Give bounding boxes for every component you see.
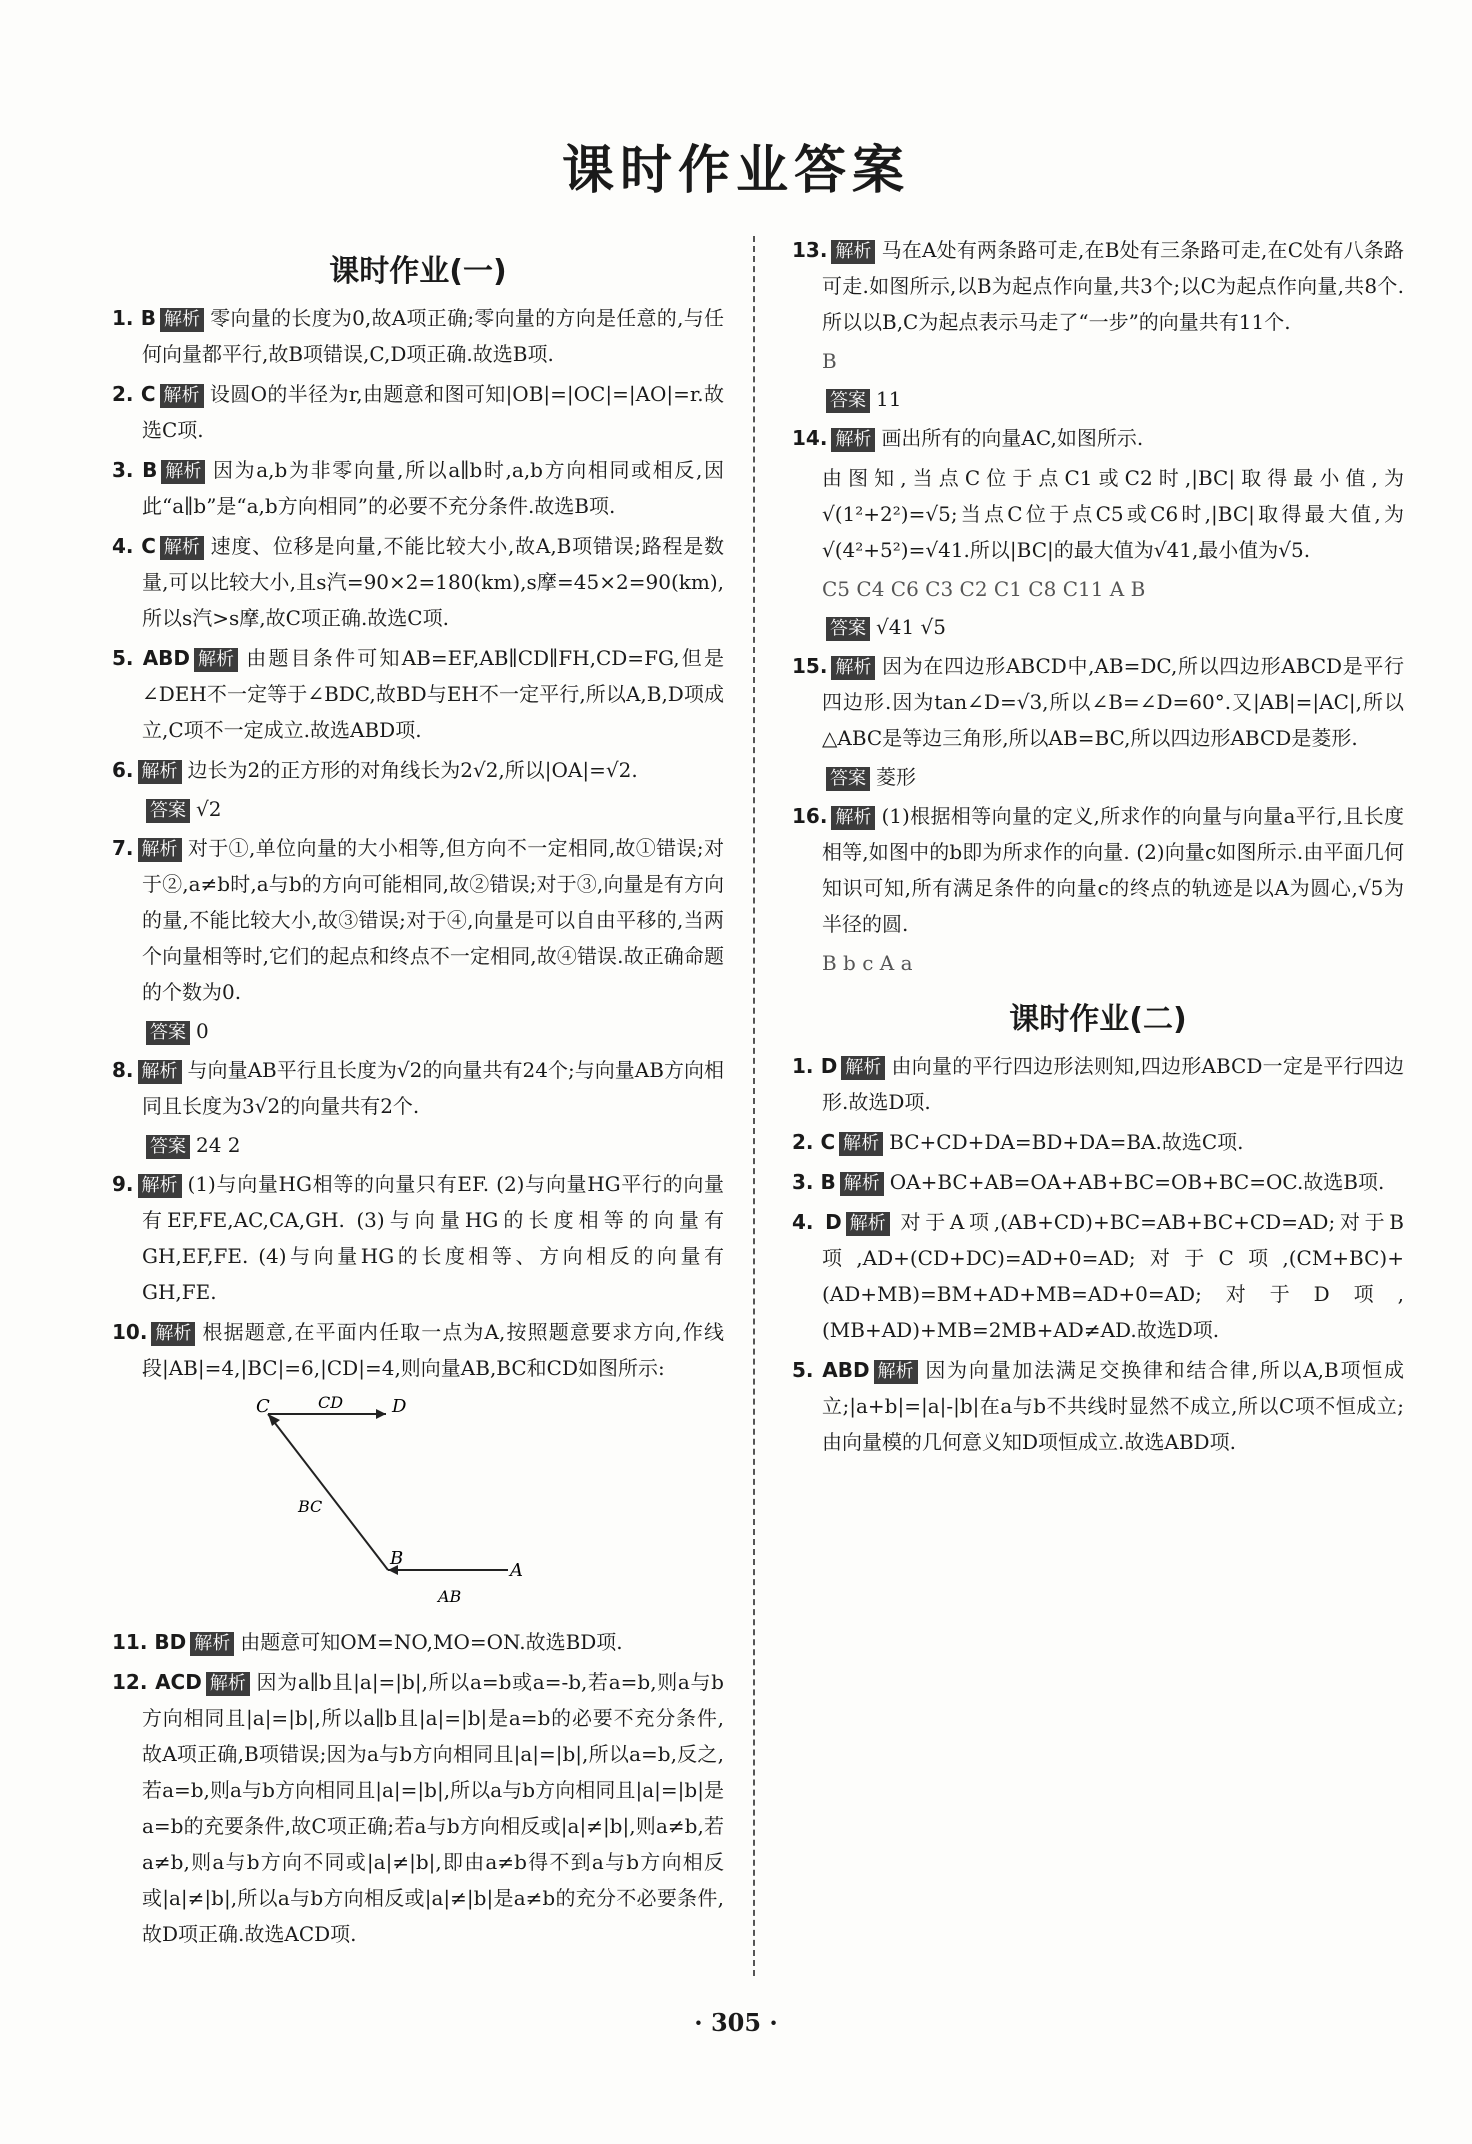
analysis-tag: 解析: [840, 1172, 884, 1196]
answer-tag: 答案: [826, 389, 870, 413]
analysis-tag: 解析: [161, 460, 205, 484]
item-text: BC+CD+DA=BD+DA=BA.故选C项.: [889, 1130, 1244, 1154]
item-text: 设圆O的半径为r,由题意和图可知|OB|=|OC|=|AO|=r.故选C项.: [142, 382, 724, 442]
item-number: 4. D: [792, 1210, 842, 1234]
answer-line: [142, 1128, 724, 1162]
item-text: (1)与向量HG相等的向量只有EF. (2)与向量HG平行的向量有EF,FE,AC,CA,GH. (3)与向量HG的长度相等的向量有GH,EF,FE. (4)与向量HG的长度相等、方向相反的向量有GH,FE.: [142, 1172, 724, 1304]
item-text: 因为向量加法满足交换律和结合律,所以A,B项恒成立;|a+b|=|a|-|b|在a与b不共线时显然不成立,所以C项不恒成立;由向量模的几何意义知D项恒成立.故选ABD项.: [822, 1358, 1404, 1454]
analysis-tag: 解析: [190, 1632, 234, 1656]
item-number: 2. C: [792, 1130, 836, 1154]
item-number: 16.: [792, 804, 828, 828]
item-number: 13.: [792, 238, 828, 262]
item-number: 8.: [112, 1058, 134, 1082]
item-number: 1. B: [112, 306, 156, 330]
analysis-tag: 解析: [831, 428, 875, 452]
analysis-tag: 解析: [160, 308, 204, 332]
item-text: 对于①,单位向量的大小相等,但方向不一定相同,故①错误;对于②,a≠b时,a与b的方向可能相同,故②错误;对于③,向量是有方向的量,不能比较大小,故③错误;对于④,向量是可以自由平移的,当两个向量相等时,它们的起点和终点不一定相同,故④错误.故正确命题的个数为0.: [142, 836, 724, 1004]
answer-value: √2: [196, 797, 222, 821]
right2-4: [792, 1352, 1404, 1460]
page-title: 课时作业答案: [561, 141, 910, 201]
right-2: [792, 648, 1404, 756]
item-number: 14.: [792, 426, 828, 450]
answer-tag: 答案: [146, 799, 190, 823]
left-3: [112, 528, 724, 636]
analysis-tag: 解析: [831, 656, 875, 680]
analysis-tag: 解析: [160, 536, 204, 560]
item-text: 由题目条件可知AB=EF,AB∥CD∥FH,CD=FG,但是∠DEH不一定等于∠BDC,故BD与EH不一定平行,所以A,B,D项成立,C项不一定成立.故选ABD项.: [142, 646, 724, 742]
right2-1: [792, 1124, 1404, 1160]
item-text: 因为在四边形ABCD中,AB=DC,所以四边形ABCD是平行四边形.因为tan∠D=√3,所以∠B=∠D=60°.又|AB|=|AC|,所以△ABC是等边三角形,所以AB=BC,所以四边形ABCD是菱形.: [822, 654, 1404, 750]
answer-value: √41 √5: [876, 615, 947, 639]
right-1: [792, 420, 1404, 456]
right-3: [792, 798, 1404, 942]
answer-value: 菱形: [876, 765, 916, 789]
left-7: [112, 1052, 724, 1124]
label-D: D: [392, 1396, 407, 1417]
answer-line: [822, 382, 1404, 416]
answer-value: 0: [196, 1019, 209, 1043]
left-1: [112, 376, 724, 448]
analysis-tag: 解析: [846, 1212, 890, 1236]
answer-line: [822, 610, 1404, 644]
analysis-tag: 解析: [831, 806, 875, 830]
analysis-tag: 解析: [874, 1360, 918, 1384]
item-text: 因为a∥b且|a|=|b|,所以a=b或a=-b,若a=b,则a与b方向相同且|a|=|b|,所以a∥b且|a|=|b|是a=b的必要不充分条件,故A项正确,B项错误;因为a与b方向相同且|a|=|b|,所以a=b,反之,若a=b,则a与b方向相同且|a|=|b|,所以a与b方向相同且|a|=|b|是a=b的充要条件,故C项正确;若a与b方向相反或|a|≠|b|,则a≠b,若a≠b,则a与b方向不同或|a|≠|b|,即由a≠b得不到a与b方向相反或|a|≠|b|,所以a与b方向相反或|a|≠|b|是a≠b的充分不必要条件,故D项正确.故选ACD项.: [142, 1670, 724, 1946]
item-text-cont: 由图知,当点C位于点C1或C2时,|BC|取得最小值,为√(1²+2²)=√5;当点C位于点C5或C6时,|BC|取得最大值,为√(4²+5²)=√41.所以|BC|的最大值为√41,最小值为√5.: [822, 466, 1404, 562]
answer-value: 11: [876, 387, 902, 411]
analysis-tag: 解析: [839, 1132, 883, 1156]
left2-0: [112, 1624, 724, 1660]
analysis-tag: 解析: [151, 1322, 195, 1346]
left-column: [112, 232, 724, 1956]
item-number: 1. D: [792, 1054, 838, 1078]
answer-line: [142, 1014, 724, 1048]
figure-10: [238, 1390, 598, 1620]
item-number: 5. ABD: [112, 646, 191, 670]
answer-line: [142, 792, 724, 826]
item-text: 由题意可知OM=NO,MO=ON.故选BD项.: [240, 1630, 623, 1654]
item-number: 2. C: [112, 382, 156, 406]
analysis-tag: 解析: [138, 1060, 182, 1084]
item-text: 马在A处有两条路可走,在B处有三条路可走,在C处有八条路可走.如图所示,以B为起点作向量,共3个;以C为起点作向量,共8个.所以以B,C为起点表示马走了“一步”的向量共有11个.: [822, 238, 1404, 334]
item-number: 3. B: [112, 458, 158, 482]
item-text: 根据题意,在平面内任取一点为A,按照题意要求方向,作线段|AB|=4,|BC|=6,|CD|=4,则向量AB,BC和CD如图所示:: [142, 1320, 724, 1380]
right2-0: [792, 1048, 1404, 1120]
section-heading-1: 课时作业(一): [329, 254, 507, 289]
analysis-tag: 解析: [841, 1056, 885, 1080]
left-9: [112, 1314, 724, 1386]
label-C: C: [256, 1396, 270, 1417]
analysis-tag: 解析: [160, 384, 204, 408]
item-text: 零向量的长度为0,故A项正确;零向量的方向是任意的,与任何向量都平行,故B项错误,C,D项正确.故选B项.: [142, 306, 724, 366]
label-B: B: [390, 1548, 404, 1569]
left-2: [112, 452, 724, 524]
right-column: [792, 232, 1404, 1464]
figure-labels: B b c A a: [822, 951, 913, 975]
answer-tag: 答案: [146, 1021, 190, 1045]
item-text: 对于A项,(AB+CD)+BC=AB+BC+CD=AD;对于B项,AD+(CD+DC)=AD+0=AD;对于C项,(CM+BC)+(AD+MB)=BM+AD+MB=AD+0=AD;对于D项,(MB+AD)+MB=2MB+AD≠AD.故选D项.: [822, 1210, 1405, 1342]
item-text: 速度、位移是向量,不能比较大小,故A,B项错误;路程是数量,可以比较大小,且s汽=90×2=180(km),s摩=45×2=90(km),所以s汽>s摩,故C项正确.故选C项.: [142, 534, 725, 630]
analysis-tag: 解析: [206, 1672, 250, 1696]
item-text: 与向量AB平行且长度为√2的向量共有24个;与向量AB方向相同且长度为3√2的向量共有2个.: [142, 1058, 724, 1118]
answer-line: [822, 760, 1404, 794]
item-text: 由向量的平行四边形法则知,四边形ABCD一定是平行四边形.故选D项.: [822, 1054, 1404, 1114]
item-number: 12. ACD: [112, 1670, 202, 1694]
answer-tag: 答案: [146, 1135, 190, 1159]
label-A: A: [510, 1560, 523, 1581]
analysis-tag: 解析: [831, 240, 875, 264]
page-number: · 305 ·: [694, 2008, 778, 2037]
answer-tag: 答案: [826, 767, 870, 791]
item-text: 因为a,b为非零向量,所以a∥b时,a,b方向相同或相反,因此“a∥b”是“a,b方向相同”的必要不充分条件.故选B项.: [142, 458, 724, 518]
answer-tag: 答案: [826, 617, 870, 641]
item-number: 10.: [112, 1320, 148, 1344]
item-text: 画出所有的向量AC,如图所示.: [881, 426, 1144, 450]
left2-1: [112, 1664, 724, 1952]
analysis-tag: 解析: [194, 648, 238, 672]
right2-3: [792, 1204, 1404, 1348]
item-number: 3. B: [792, 1170, 836, 1194]
item-number: 5. ABD: [792, 1358, 870, 1382]
section-heading-2: 课时作业(二): [1009, 1002, 1187, 1037]
item-number: 9.: [112, 1172, 134, 1196]
item-text: OA+BC+AB=OA+AB+BC=OB+BC=OC.故选B项.: [889, 1170, 1385, 1194]
left-8: [112, 1166, 724, 1310]
left-5: [112, 752, 724, 788]
label-AB: AB: [438, 1587, 462, 1606]
item-number: 15.: [792, 654, 828, 678]
figure-labels: B: [822, 349, 837, 373]
item-text: (1)根据相等向量的定义,所求作的向量与向量a平行,且长度相等,如图中的b即为所求作的向量. (2)向量c如图所示.由平面几何知识可知,所有满足条件的向量c的终点的轨迹是以A为圆心,√5为半径的圆.: [822, 804, 1404, 936]
item-number: 11. BD: [112, 1630, 187, 1654]
label-CD: CD: [318, 1393, 344, 1412]
left-0: [112, 300, 724, 372]
analysis-tag: 解析: [138, 1174, 182, 1198]
left-6: [112, 830, 724, 1010]
analysis-tag: 解析: [138, 760, 182, 784]
right2-2: [792, 1164, 1404, 1200]
left-4: [112, 640, 724, 748]
item-number: 4. C: [112, 534, 156, 558]
column-divider: [753, 236, 755, 1976]
item-number: 7.: [112, 836, 134, 860]
right-0: [792, 232, 1404, 340]
item-number: 6.: [112, 758, 134, 782]
label-BC: BC: [298, 1497, 323, 1516]
answer-value: 24 2: [196, 1133, 241, 1157]
item-text: 边长为2的正方形的对角线长为2√2,所以|OA|=√2.: [187, 758, 638, 782]
analysis-tag: 解析: [138, 838, 182, 862]
figure-labels: C5 C4 C6 C3 C2 C1 C8 C11 A B: [822, 577, 1146, 601]
